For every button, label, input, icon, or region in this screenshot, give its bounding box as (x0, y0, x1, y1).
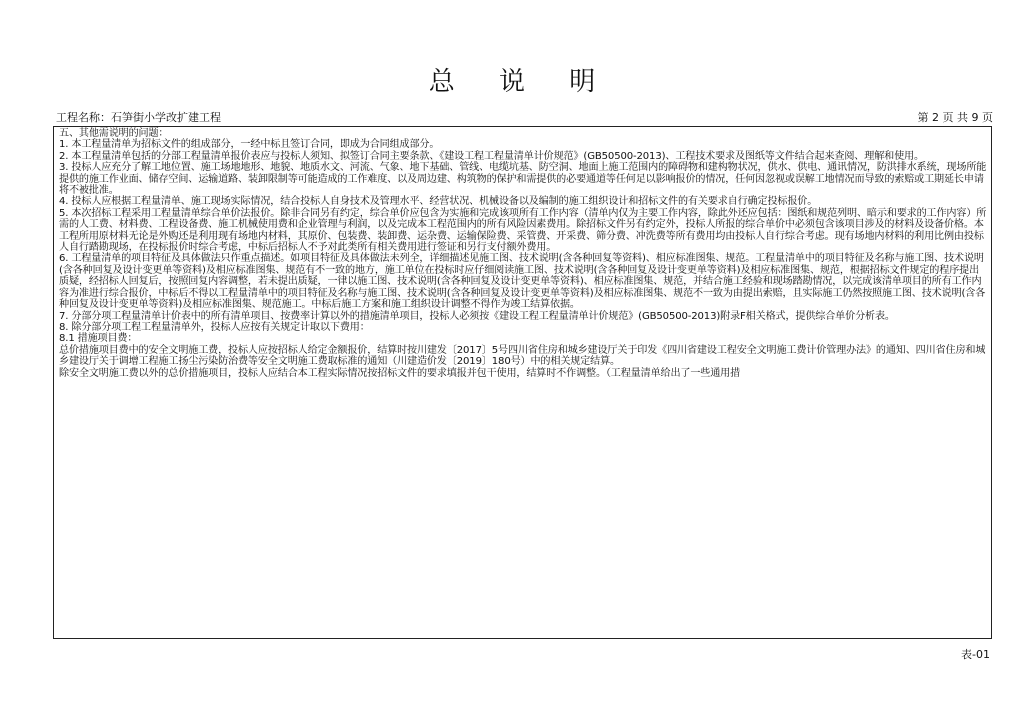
paragraph-2: 2. 本工程量清单包括的分部工程量清单报价表应与投标人须知、拟签订合同主要条款、《建设工程工程量清单计价规范》(GB50500-2013)、工程技术要求及图纸等文件结合起来查阅、理解和使用。 (59, 150, 924, 162)
page-title: 总 说 明 (428, 67, 614, 97)
section-heading: 五、其他需说明的问题： (59, 128, 169, 139)
content-frame (53, 126, 992, 639)
paragraph-8-1-other: 除安全文明施工费以外的总价措施项目，投标人应结合本工程实际情况按招标文件的要求填报并包干使用，结算时不作调整。（工程量清单给出了一些通用措 (59, 367, 741, 379)
paragraph-7: 7. 分部分项工程量清单计价表中的所有清单项目、按费率计算以外的措施清单项目，投标人必须按《建设工程工程量清单计价规范》(GB50500-2013)附录F相关格式，提供综合单价分析表。 (59, 310, 895, 322)
paragraph-4: 4. 投标人应根据工程量清单、施工现场实际情况，结合投标人自身技术及管理水平、经营状况、机械设备以及编制的施工组织设计和招标文件的有关要求自行确定投标报价。 (59, 196, 818, 208)
form-code: 表-01 (961, 648, 990, 661)
paragraph-8-1-safety: 总价措施项目费中的安全文明施工费，投标人应按招标人给定金额报价，结算时按川建发〔2017〕5号四川省住房和城乡建设厅关于印发《四川省建设工程安全文明施工费计价管理办法》的通知、四川省住房和城乡建设厅关于调增工程施工扬尘污染防治费等安全文明施工费取标准的通知（川建造价发〔2019〕180号）中的相关规定结算。 (59, 344, 986, 368)
project-name: 工程名称：石笋街小学改扩建工程 (56, 111, 221, 124)
page-number: 第 2 页 共 9 页 (917, 111, 993, 124)
content-body (54, 127, 991, 379)
paragraph-5: 5. 本次招标工程采用工程量清单综合单价法报价。除非合同另有约定，综合单价应包含为实施和完成该项所有工作内容（清单内仅为主要工作内容，除此外还应包括：图纸和规范列明、暗示和要求的工作内容）所需的人工费、材料费、工程设备费、施工机械使用费和企业管理与利润，以及完成本工程范围内的所有风险因素费用。除招标文件另有约定外，投标人所报的综合单价中必须包含该项目涉及的材料及设备价格。本工程所用原材料无论是外购还是利用现有场地内材料，其原价、包装费、装卸费、运杂费、运输保险费、采管费、开采费、筛分费、冲洗费等所有费用均由投标人自行综合考虑。现有场地内材料的利用比例由投标人自行踏勘现场，在投标报价时综合考虑，中标后招标人不予对此类所有相关费用进行签证和另行支付额外费用。 (59, 207, 987, 254)
paragraph-6: 6. 工程量清单的项目特征及具体做法只作重点描述。如项目特征及具体做法未列全，详细描述见施工图、技术说明(含各种回复等资料)、相应标准图集、规范。工程量清单中的项目特征及名称与施工图、技术说明(含各种回复及设计变更单等资料)及相应标准图集、规范有不一致的地方，施工单位在投标时应仔细阅读施工图、技术说明(含各种回复及设计变更单等资料)及相应标准图集、规范，根据招标文件规定的程序提出质疑，经招标人回复后，按照回复内容调整，若未提出质疑，一律以施工图、技术说明(含各种回复及设计变更单等资料)、相应标准图集、规范，并结合施工经验和现场踏勘情况，以完成该清单项目的所有工作内容为准进行综合报价，中标后不得以工程量清单中的项目特征及名称与施工图、技术说明(含各种回复及设计变更单等资料)及相应标准图集、规范不一致为由提出索赔，且实际施工仍然按照施工图、技术说明(含各种回复及设计变更单等资料)及相应标准图集、规范施工。中标后施工方案和施工组织设计调整不得作为竣工结算依据。 (59, 253, 986, 311)
paragraph-1: 1. 本工程量清单为招标文件的组成部分，一经中标且签订合同，即成为合同组成部分。 (59, 139, 440, 151)
paragraph-8-1-heading: 8.1 措施项目费： (59, 333, 138, 345)
paragraph-8: 8. 除分部分项工程工程量清单外，投标人应按有关规定计取以下费用： (59, 321, 370, 333)
paragraph-3: 3. 投标人应充分了解工地位置、施工场地地形、地貌、地质水文、河流、气象、地下基础、管线、电缆坑基、防空洞、地面上施工范围内的障碍物和建构物状况，供水、供电、通讯情况，防洪排水系统，现场所能提供的施工作业面、储存空间、运输道路、装卸限制等可能造成的工作难度、以及周边建、构筑物的保护和需提供的必要通道等任何足以影响报价的情况，任何因忽视或误解工地情况而导致的索赔或工期延长申请将不被批准。 (59, 162, 987, 197)
